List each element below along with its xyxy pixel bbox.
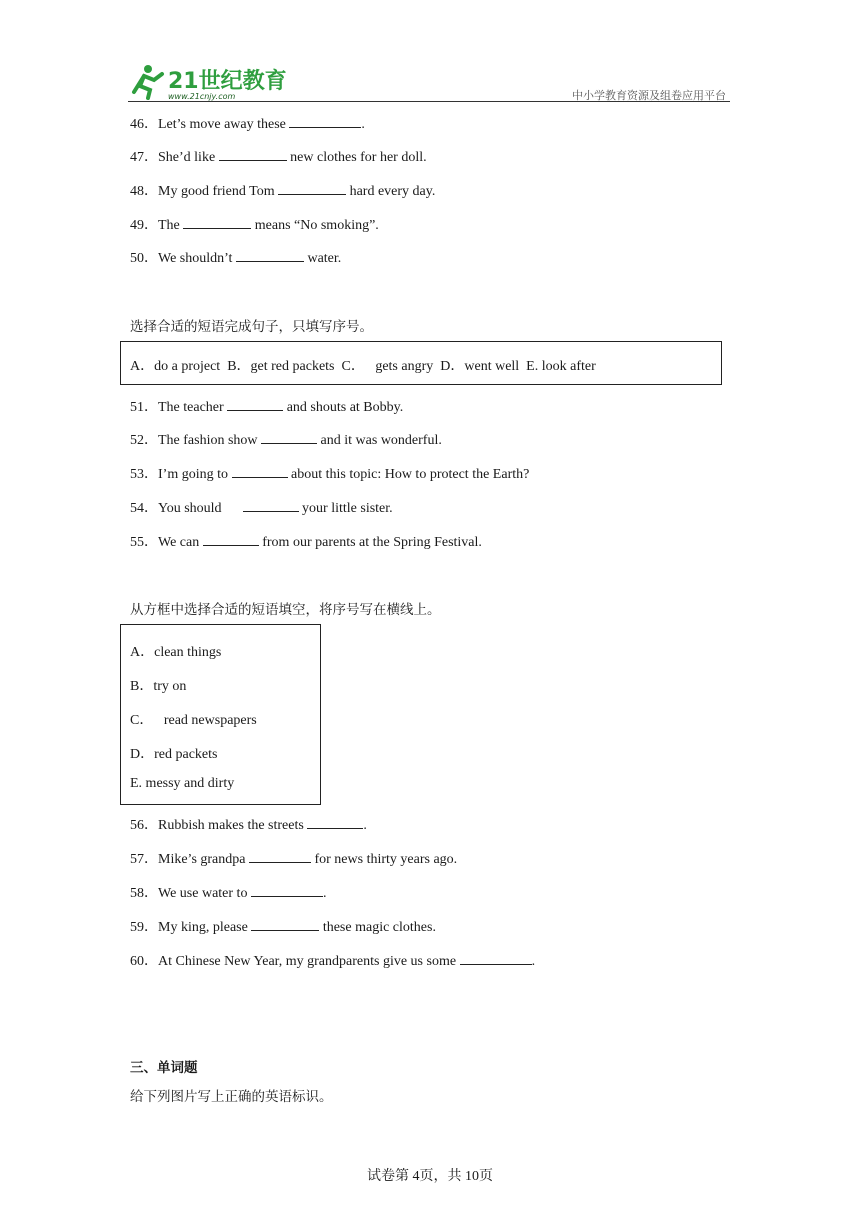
option-c: C． read newspapers <box>130 713 257 728</box>
question-59: 59．My king, please these magic clothes. <box>130 917 436 937</box>
answer-blank[interactable] <box>227 397 283 411</box>
question-47: 47．She’d like new clothes for her doll. <box>130 147 427 167</box>
answer-blank[interactable] <box>289 114 361 128</box>
question-48: 48．My good friend Tom hard every day. <box>130 181 435 201</box>
question-46: 46．Let’s move away these . <box>130 114 365 134</box>
answer-blank[interactable] <box>261 430 317 444</box>
answer-blank[interactable] <box>203 532 259 546</box>
page-header <box>128 62 730 104</box>
answer-blank[interactable] <box>460 951 532 965</box>
option-d: D．red packets <box>130 747 218 762</box>
answer-blank[interactable] <box>236 248 304 262</box>
question-50: 50．We shouldn’t water. <box>130 248 341 268</box>
question-53: 53．I’m going to about this topic: How to protect the Earth? <box>130 464 529 484</box>
instruction-section-3: 给下列图片写上正确的英语标识。 <box>130 1089 333 1105</box>
instruction-phrases-2: 从方框中选择合适的短语填空，将序号写在横线上。 <box>130 602 441 618</box>
section-title-3: 三、单词题 <box>130 1060 198 1076</box>
svg-text:21世纪教育: 21世纪教育 <box>168 69 287 94</box>
option-a: A．clean things <box>130 645 222 660</box>
option-e: E. messy and dirty <box>130 776 235 791</box>
svg-text:www.21cnjy.com: www.21cnjy.com <box>168 92 236 101</box>
answer-blank[interactable] <box>232 464 288 478</box>
answer-blank[interactable] <box>249 849 311 863</box>
question-60: 60．At Chinese New Year, my grandparents give us some . <box>130 951 535 971</box>
platform-label: 中小学教育资源及组卷应用平台 <box>572 89 726 102</box>
answer-blank[interactable] <box>243 498 299 512</box>
question-57: 57．Mike’s grandpa for news thirty years ago. <box>130 849 457 869</box>
answer-blank[interactable] <box>183 215 251 229</box>
question-52: 52．The fashion show and it was wonderful. <box>130 430 442 450</box>
answer-blank[interactable] <box>307 815 363 829</box>
question-54: 54．You should your little sister. <box>130 498 393 518</box>
header-divider <box>128 101 730 102</box>
answer-blank[interactable] <box>251 883 323 897</box>
phrase-box-2 <box>120 624 321 805</box>
question-51: 51．The teacher and shouts at Bobby. <box>130 397 403 417</box>
instruction-phrases-1: 选择合适的短语完成句子，只填写序号。 <box>130 319 373 335</box>
answer-blank[interactable] <box>278 181 346 195</box>
logo-21cnjy <box>128 62 288 102</box>
question-56: 56．Rubbish makes the streets . <box>130 815 367 835</box>
phrase-box-1 <box>120 341 722 385</box>
answer-blank[interactable] <box>219 147 287 161</box>
phrase-options: A．do a project B．get red packets C． gets angry D．went well E. look after <box>130 359 596 374</box>
option-b: B．try on <box>130 679 187 694</box>
answer-blank[interactable] <box>251 917 319 931</box>
page-footer: 试卷第 4页，共 10页 <box>367 1169 493 1184</box>
question-55: 55．We can from our parents at the Spring Festival. <box>130 532 482 552</box>
question-58: 58．We use water to . <box>130 883 326 903</box>
question-49: 49．The means “No smoking”. <box>130 215 379 235</box>
